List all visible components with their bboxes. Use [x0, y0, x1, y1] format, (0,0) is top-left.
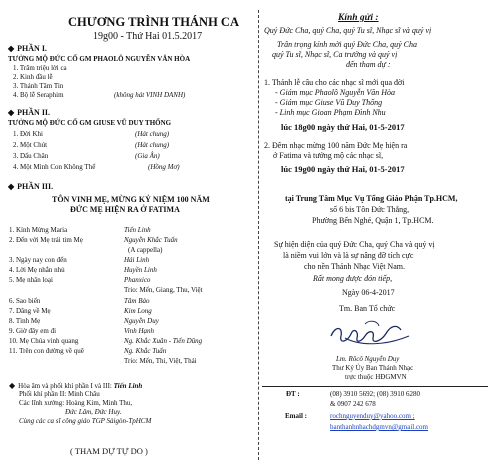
part1-item: 3. Thánh Tâm Tin: [13, 82, 64, 90]
part2-item-note: (Hồng Mơ): [148, 163, 180, 171]
email-label: Email :: [285, 412, 307, 420]
intro-line: Trân trọng kính mời quý Đức Cha, quý Cha: [277, 40, 417, 49]
phone-numbers: (08) 3910 5692; (08) 3910 6280: [330, 390, 421, 398]
part2-item-note: (Hát chung): [135, 141, 170, 149]
part3-item: 4. Lời Mẹ nhắn nhủ: [9, 266, 65, 274]
diamond-bullet-icon: ◆: [8, 44, 15, 53]
part2-item: 4. Một Mình Con Không Thể: [13, 163, 96, 171]
credits-line: Các lĩnh xướng: Hoàng Kim, Minh Thu,: [19, 399, 133, 407]
part3-item: 5. Mẹ nhân loại: [9, 276, 53, 284]
closing-line: cho nền Thánh Nhạc Việt Nam.: [304, 262, 405, 271]
part3-item-composer: Nguyễn Khắc Tuấn: [124, 236, 178, 244]
email-link-2[interactable]: banthanhnhachdgmvn@gmail.com: [330, 423, 429, 431]
event2-time: lúc 19g00 ngày thứ Hai, 01-5-2017: [281, 164, 405, 174]
part3-item-composer: Nguyễn Duy: [124, 317, 159, 325]
part3-item: 10. Mẹ Chúa vinh quang: [9, 337, 79, 345]
diamond-bullet-icon: ◆: [8, 108, 15, 117]
closing-line: Sự hiện diện của quý Đức Cha, quý Cha và quý vị: [274, 240, 435, 249]
email-link-1[interactable]: rochnguyenduy@yahoo.com ;: [330, 412, 415, 420]
part3-item: 11. Trên con đường về quê: [9, 347, 84, 355]
event1-name: - Giám mục Phaolô Nguyễn Văn Hòa: [275, 88, 395, 97]
contact-divider: [262, 386, 488, 387]
event1-name: - Giám mục Giuse Vũ Duy Thống: [275, 98, 383, 107]
part3-item-composer: Ng. Khắc Tuấn: [124, 347, 167, 355]
part3-item-composer: Huyền Linh: [124, 266, 157, 274]
recipients: Quý Đức Cha, quý Cha, quý Tu sĩ, Nhạc sĩ và quý vị: [264, 26, 432, 35]
part3-item-composer: Tâm Bảo: [124, 297, 150, 305]
intro-line: đến tham dự :: [346, 60, 391, 69]
part3-item-composer: Phanxico: [124, 276, 151, 284]
event2-title: ở Fatima và tưởng mộ các nhạc sĩ,: [273, 151, 384, 160]
part2-item-note: (Gia Ân): [135, 152, 160, 160]
venue-line: số 6 bis Tôn Đức Thắng,: [330, 205, 410, 214]
part2-heading: ◆ PHẦN II.: [8, 108, 51, 117]
intro-line: quý Tu sĩ, Nhạc sĩ, Ca trưởng và quý vị: [272, 50, 398, 59]
signature-image: [325, 316, 415, 350]
closing-line: Rất mong được đón tiếp,: [313, 274, 393, 283]
credits-line: ◆ Hòa âm và phối khí phần I và III: Tiến Linh: [9, 381, 143, 390]
venue-line: Phường Bến Nghé, Quận 1, Tp.HCM.: [312, 216, 434, 225]
event1-title: 1. Thánh lễ câu cho các nhạc sĩ mới qua đời: [264, 78, 405, 87]
event2-title: 2. Đêm nhạc mừng 100 năm Đức Mẹ hiện ra: [264, 141, 408, 150]
credits-line: Đức Lâm, Đức Huy.: [65, 408, 122, 416]
part3-item: 6. Sao biển: [9, 297, 41, 305]
greeting: Kính gửi :: [338, 13, 379, 23]
part2-item-note: (Hát chung): [135, 130, 170, 138]
admission-note: ( THAM DỰ TỰ DO ): [70, 446, 148, 456]
event1-time: lúc 18g00 ngày thứ Hai, 01-5-2017: [281, 122, 405, 132]
phone-label: ĐT :: [286, 390, 300, 398]
diamond-bullet-icon: ◆: [8, 182, 15, 191]
part3-item: 2. Đến với Mẹ trái tim Mẹ: [9, 236, 83, 244]
part3-item-note: (A cappella): [128, 246, 163, 254]
signer-title: Tm. Ban Tổ chức: [339, 304, 396, 313]
part1-dedication: TƯỞNG MỘ ĐỨC CỐ GM PHAOLÔ NGUYỄN VĂN HÒA: [8, 55, 191, 63]
phone-numbers: & 0907 242 678: [330, 400, 376, 408]
part3-item-note: Trio: Mến, Thi, Việt, Thái: [124, 357, 197, 365]
part3-dedication: ĐỨC MẸ HIỆN RA Ở FATIMA: [70, 205, 180, 214]
venue-line: tại Trung Tâm Mục Vụ Tổng Giáo Phận Tp.HCM,: [285, 194, 458, 203]
part1-item: 4. Bộ lễ Seraphim: [13, 91, 64, 99]
part3-item-composer: Ng. Khắc Xuân - Tiến Dũng: [124, 337, 203, 345]
part1-item: 2. Kinh đầu lễ: [13, 73, 53, 81]
part3-dedication: TÔN VINH MẸ, MỪNG KỶ NIỆM 100 NĂM: [52, 195, 210, 204]
part3-heading: ◆ PHẦN III.: [8, 182, 54, 191]
part3-item: 7. Dâng về Mẹ: [9, 307, 51, 315]
closing-line: là niềm vui lớn và là sự nâng đỡ tích cực: [283, 251, 414, 260]
signature-date: Ngày 06-4-2017: [342, 288, 395, 297]
part2-dedication: TƯỞNG MỘ ĐỨC CỐ GM GIUSE VŨ DUY THỐNG: [8, 119, 172, 127]
part1-item: 1. Trăm triệu lời ca: [13, 64, 67, 72]
diamond-bullet-icon: ◆: [9, 381, 16, 390]
part2-item: 2. Một Chút: [13, 141, 48, 149]
part3-item-composer: Hải Linh: [124, 256, 150, 264]
part3-item: 1. Kính Mừng Maria: [9, 226, 68, 234]
part3-item: 9. Giờ đây em đi: [9, 327, 57, 335]
part3-item: 3. Ngày nay con đến: [9, 256, 67, 264]
credits-line: Phối khí phần II: Minh Châu: [19, 390, 100, 398]
column-divider: [258, 10, 260, 460]
program-subtitle: 19g00 - Thứ Hai 01.5.2017: [93, 31, 203, 42]
part2-item: 3. Dấu Chân: [13, 152, 49, 160]
signer-role: Thư Ký Ủy Ban Thánh Nhạc: [332, 364, 414, 372]
signer-name: Lm. Rôcô Nguyễn Duy: [336, 355, 400, 363]
part2-item: 1. Đời Khi: [13, 130, 43, 138]
event1-name: - Linh mục Gioan Phạm Đình Nhu: [275, 108, 386, 117]
signer-role: trực thuộc HĐGMVN: [345, 373, 407, 381]
credits-line: Cùng các ca sĩ công giáo TGP Sàigòn-TpHCM: [19, 417, 152, 425]
program-title: CHƯƠNG TRÌNH THÁNH CA: [68, 15, 239, 29]
part3-item-composer: Kim Long: [124, 307, 152, 315]
part1-item-note: (không hát VINH DANH): [114, 91, 186, 99]
part3-item-composer: Vinh Hạnh: [124, 327, 155, 335]
part3-item: 8. Tình Mẹ: [9, 317, 41, 325]
part1-heading: ◆ PHẦN I.: [8, 44, 47, 53]
part3-item-note: Trio: Mến, Giang, Thu, Việt: [124, 286, 203, 294]
part3-item-composer: Tiến Linh: [124, 226, 151, 234]
